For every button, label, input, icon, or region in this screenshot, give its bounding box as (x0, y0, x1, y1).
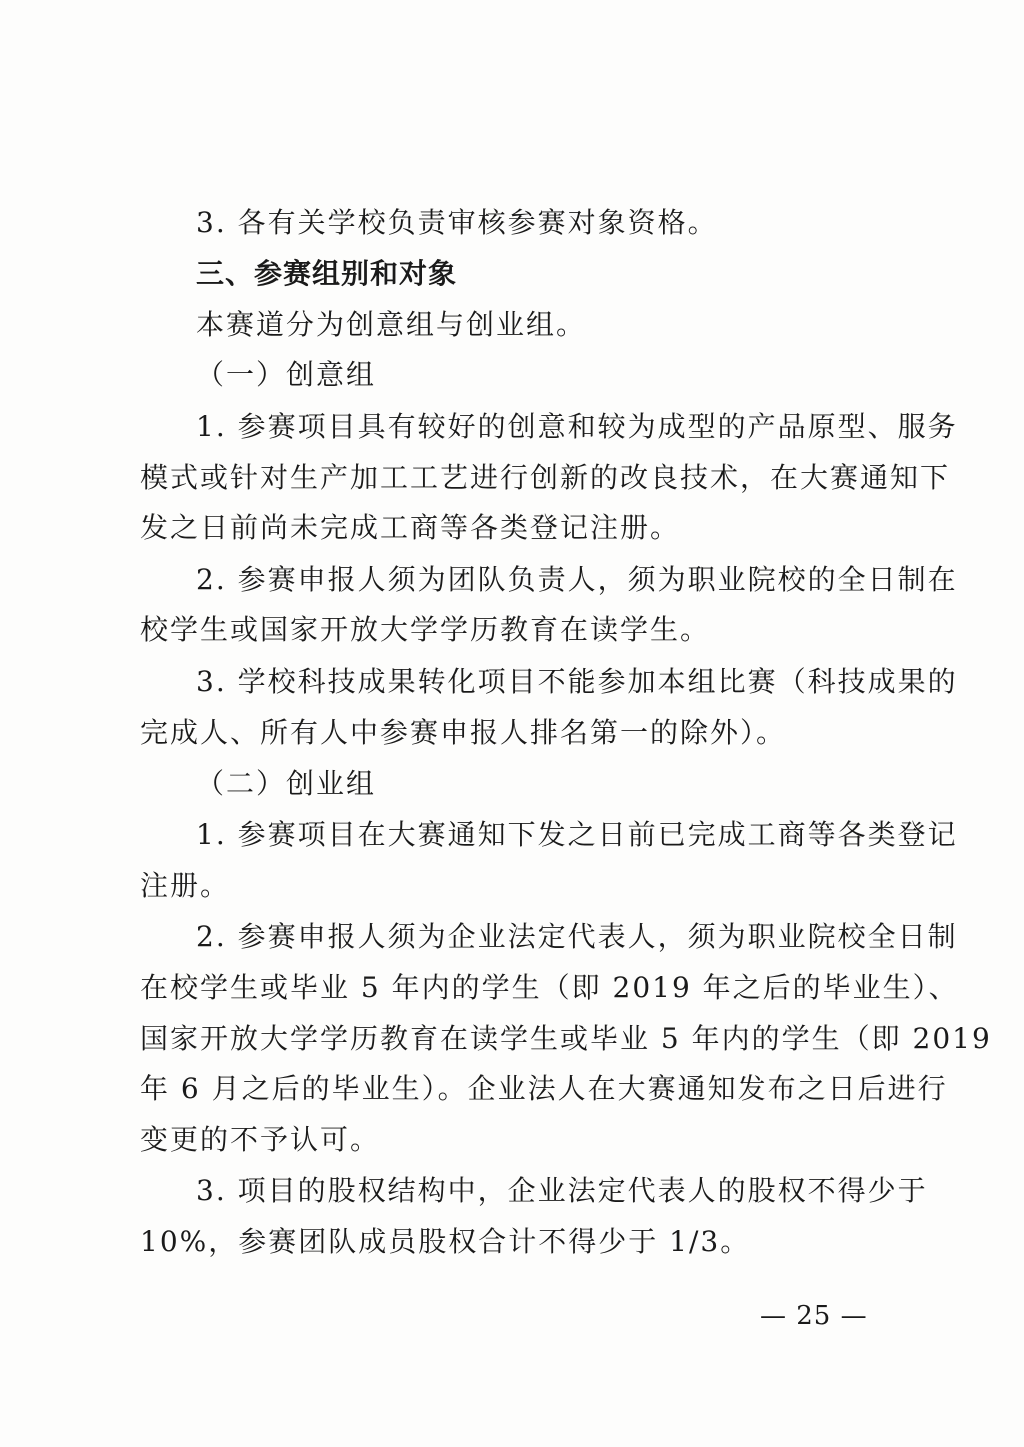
paragraph-line: 2. 参赛申报人须为团队负责人，须为职业院校的全日制在 (196, 563, 958, 596)
paragraph-line: 年 6 月之后的毕业生）。企业法人在大赛通知发布之日后进行 (140, 1072, 948, 1105)
paragraph-line: 国家开放大学学历教育在读学生或毕业 5 年内的学生（即 2019 (140, 1022, 992, 1055)
paragraph-line: 2. 参赛申报人须为企业法定代表人，须为职业院校全日制 (196, 920, 958, 953)
paragraph-line: 变更的不予认可。 (140, 1123, 381, 1156)
subheading-creative-group: （一）创意组 (196, 358, 377, 391)
paragraph-line: 发之日前尚未完成工商等各类登记注册。 (140, 511, 681, 544)
paragraph-line: 1. 参赛项目具有较好的创意和较为成型的产品原型、服务 (196, 410, 958, 443)
paragraph-line: 1. 参赛项目在大赛通知下发之日前已完成工商等各类登记 (196, 818, 958, 851)
paragraph-line: 注册。 (140, 869, 231, 902)
page-number: — 25 — (760, 1301, 868, 1331)
paragraph-line: 3. 学校科技成果转化项目不能参加本组比赛（科技成果的 (196, 665, 958, 698)
subheading-startup-group: （二）创业组 (196, 767, 377, 800)
item-3-school-review: 3. 各有关学校负责审核参赛对象资格。 (196, 206, 718, 239)
paragraph-intro: 本赛道分为创意组与创业组。 (196, 308, 587, 341)
section-heading-3: 三、参赛组别和对象 (196, 257, 458, 290)
paragraph-line: 完成人、所有人中参赛申报人排名第一的除外）。 (140, 716, 787, 749)
paragraph-line: 10%，参赛团队成员股权合计不得少于 1/3。 (140, 1225, 751, 1258)
paragraph-line: 3. 项目的股权结构中，企业法定代表人的股权不得少于 (196, 1174, 928, 1207)
paragraph-line: 模式或针对生产加工工艺进行创新的改良技术，在大赛通知下 (140, 461, 951, 494)
paragraph-line: 校学生或国家开放大学学历教育在读学生。 (140, 613, 711, 646)
paragraph-line: 在校学生或毕业 5 年内的学生（即 2019 年之后的毕业生）、 (140, 971, 959, 1004)
